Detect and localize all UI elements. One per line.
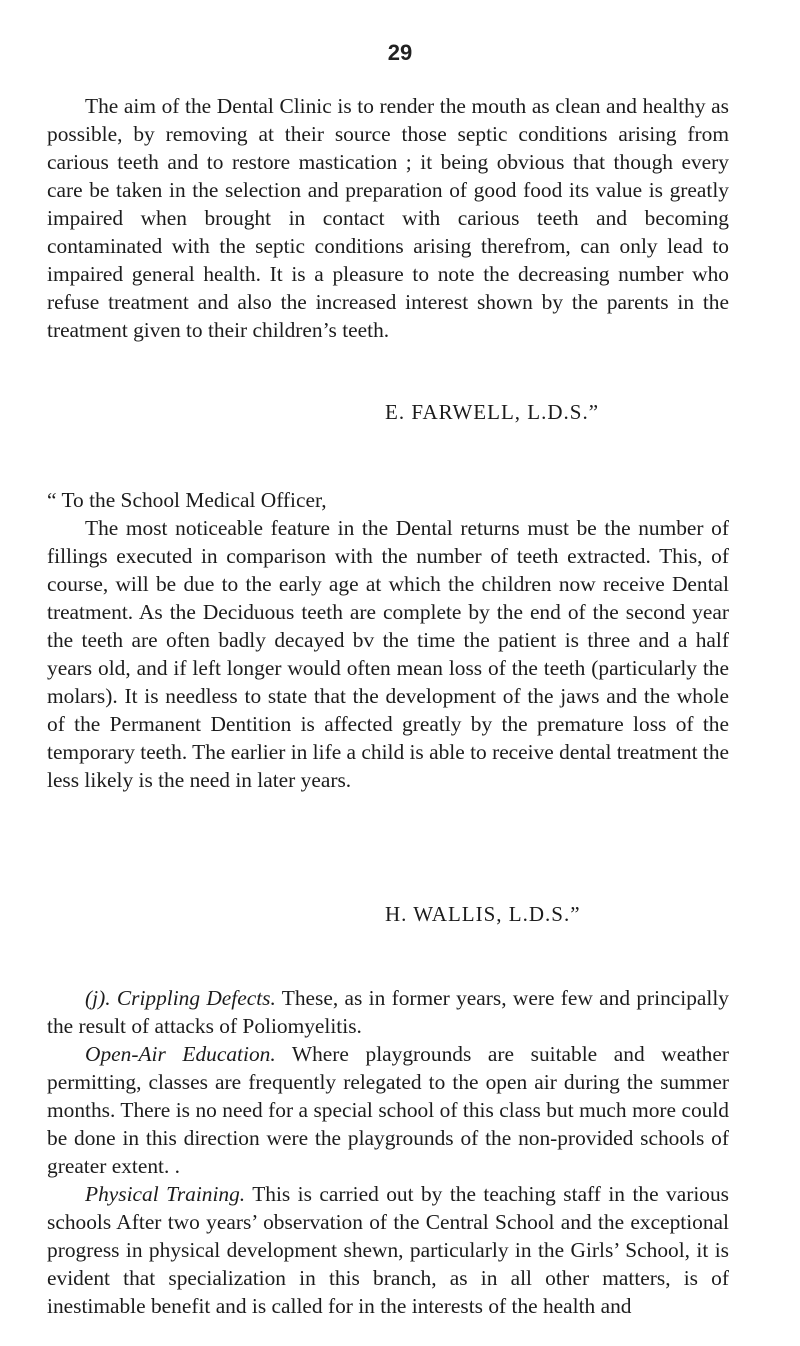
open-air-text: Where playgrounds are suitable and weather permitting, classes are frequently relegated to the open air during the summer months. There is no need for a special school of this class but much more could be done in this direction were the playgrounds of the non-provided schools of greater extent. . [47, 1042, 729, 1178]
school-health-sections [47, 984, 729, 1320]
wallis-paragraph: The most noticeable feature in the Dental returns must be the number of fillings executed in comparison with the number of teeth extracted. This, of course, will be due to the early age at which the children now receive Dental treatment. As the Deciduous teeth are complete by the end of the second year the teeth are often badly decayed bv the time the patient is three and a half years old, and if left longer would often mean loss of the teeth (particularly the molars). It is needless to state that the development of the jaws and the whole of the Permanent Dentition is affected greatly by the premature loss of the temporary teeth. The earlier in life a child is able to receive dental treatment the less likely is the need in later years. [47, 516, 730, 792]
open-air-paragraph [47, 1040, 729, 1180]
crippling-defects-heading: (j). Crippling Defects. [85, 986, 276, 1010]
crippling-defects-text: These, as in former years, were few and principally the result of attacks of Poliomyelitis. [47, 986, 729, 1038]
physical-training-text: This is carried out by the teaching staff in the various schools After two years’ observation of the Central School and the exceptional progress in physical development shewn, particularly in the Girls’ School, it is evident that specialization in this branch, as in all other matters, is of inestimable benefit and is called for in the interests of the health and [47, 1182, 729, 1318]
wallis-letter-section [47, 486, 729, 794]
physical-training-heading: Physical Training. [85, 1182, 246, 1206]
open-air-heading: Open-Air Education. [85, 1042, 276, 1066]
physical-training-paragraph [47, 1180, 729, 1320]
wallis-salutation: “ To the School Medical Officer, [47, 488, 327, 512]
dental-clinic-paragraph: The aim of the Dental Clinic is to render the mouth as clean and healthy as possible, by removing at their source those septic conditions arising from carious teeth and to restore mastication ; it being obvious that though every care be taken in the selection and preparation of good food its value is greatly impaired when brought in contact with carious teeth and becoming contaminated with the septic conditions arising therefrom, can only lead to impaired general health. It is a pleasure to note the decreasing number who refuse treatment and also the increased interest shown by the parents in the treatment given to their children’s teeth. [47, 94, 729, 342]
farwell-signature: E. FARWELL, L.D.S.” [385, 400, 600, 424]
crippling-defects-paragraph [47, 984, 729, 1040]
page-number: 29 [387, 40, 413, 65]
wallis-signature: H. WALLIS, L.D.S.” [385, 902, 581, 926]
dental-clinic-section [47, 92, 729, 344]
